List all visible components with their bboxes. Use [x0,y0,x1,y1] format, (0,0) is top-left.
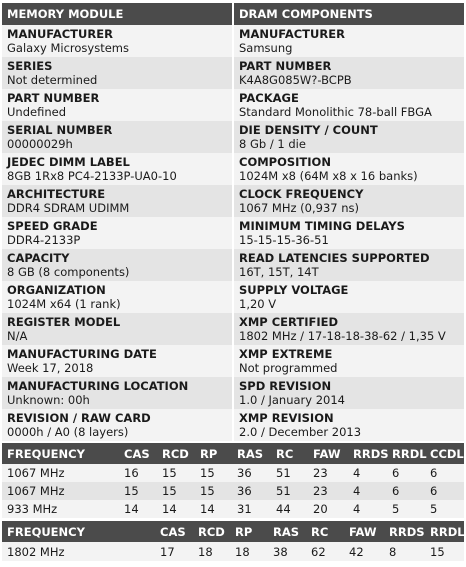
table-cell: 62 [306,542,344,561]
table-cell: 36 [232,464,271,482]
table-cell: 5 [387,500,425,518]
table-cell: 14 [195,500,232,518]
column-header-rrds: RRDS [384,521,425,542]
left-field-capacity [2,249,232,281]
column-header-rrdl: RRDL [387,443,425,464]
field-value: DDR4 SDRAM UDIMM [7,201,130,215]
table-cell: 4 [348,482,387,500]
right-field-die-density-count [234,121,464,153]
field-label: PACKAGE [239,91,299,105]
left-field-jedec-dimm-label [2,153,232,185]
table-cell: 6 [387,464,425,482]
field-label: ORGANIZATION [7,283,106,297]
field-value: 15-15-15-36-51 [239,233,329,247]
jedec-timings-table [2,443,464,518]
field-label: COMPOSITION [239,155,331,169]
info-grid [2,3,464,441]
table-cell: 18 [230,542,268,561]
column-header-frequency: FREQUENCY [2,521,155,542]
table-row [2,542,464,561]
right-field-composition [234,153,464,185]
field-value: 00000029h [7,137,73,151]
table-cell: 4 [348,464,387,482]
column-header-rp: RP [230,521,268,542]
right-field-xmp-extreme [234,345,464,377]
table-cell: 15 [119,482,157,500]
field-value: Not programmed [239,361,338,375]
column-header-ras: RAS [268,521,306,542]
field-label: DIE DENSITY / COUNT [239,123,378,137]
table-cell: 933 MHz [2,500,119,518]
field-label: XMP REVISION [239,411,334,425]
column-header-ras: RAS [232,443,271,464]
field-value: Unknown: 00h [7,393,90,407]
left-field-register-model [2,313,232,345]
right-field-package [234,89,464,121]
left-field-revision-raw-card [2,409,232,441]
field-label: SUPPLY VOLTAGE [239,283,349,297]
field-value: Week 17, 2018 [7,361,94,375]
table-cell: 16 [119,464,157,482]
table-cell: 51 [271,464,308,482]
field-value: K4A8G085W?-BCPB [239,73,352,87]
left-field-speed-grade [2,217,232,249]
table-cell: 6 [387,482,425,500]
column-header-faw: FAW [308,443,348,464]
table-cell: 15 [157,464,195,482]
table-cell: 38 [268,542,306,561]
field-label: SPEED GRADE [7,219,98,233]
left-field-part-number [2,89,232,121]
table-cell: 14 [157,500,195,518]
table-cell: 51 [271,482,308,500]
field-value: 16T, 15T, 14T [239,265,319,279]
field-label: MANUFACTURING LOCATION [7,379,189,393]
field-label: SERIES [7,59,53,73]
table-cell: 15 [195,482,232,500]
table-cell: 18 [193,542,230,561]
table-cell: 15 [425,542,464,561]
field-value: 1802 MHz / 17-18-18-38-62 / 1,35 V [239,329,446,343]
field-value: 8GB 1Rx8 PC4-2133P-UA0-10 [7,169,177,183]
table-cell: 23 [308,464,348,482]
table-cell: 36 [232,482,271,500]
field-label: CAPACITY [7,251,70,265]
field-label: REVISION / RAW CARD [7,411,151,425]
field-value: 8 Gb / 1 die [239,137,306,151]
field-value: 1,20 V [239,297,277,311]
field-value: 1024M x8 (64M x8 x 16 banks) [239,169,418,183]
table-cell: 6 [425,482,464,500]
table-cell: 31 [232,500,271,518]
field-value: 0000h / A0 (8 layers) [7,425,129,439]
column-header-cas: CAS [119,443,157,464]
field-value: N/A [7,329,28,343]
right-field-minimum-timing-delays [234,217,464,249]
right-field-spd-revision [234,377,464,409]
dram-components-column [234,3,464,441]
column-header-rcd: RCD [193,521,230,542]
table-cell: 15 [157,482,195,500]
column-header-rrdl: RRDL [425,521,464,542]
right-field-part-number [234,57,464,89]
table-cell: 1802 MHz [2,542,155,561]
table-cell: 17 [155,542,193,561]
field-label: JEDEC DIMM LABEL [7,155,130,169]
field-label: READ LATENCIES SUPPORTED [239,251,430,265]
field-value: 8 GB (8 components) [7,265,130,279]
memory-module-header: MEMORY MODULE [2,3,232,25]
column-header-rp: RP [195,443,232,464]
field-label: XMP CERTIFIED [239,315,339,329]
column-header-rcd: RCD [157,443,195,464]
jedec-header-row [2,443,464,464]
jedec-body [2,464,464,518]
table-cell: 44 [271,500,308,518]
table-cell: 1067 MHz [2,464,119,482]
field-label: CLOCK FREQUENCY [239,187,364,201]
field-label: PART NUMBER [239,59,332,73]
field-label: XMP EXTREME [239,347,333,361]
field-value: Standard Monolithic 78-ball FBGA [239,105,432,119]
table-cell: 8 [384,542,425,561]
left-field-series [2,57,232,89]
table-row [2,482,464,500]
field-label: SPD REVISION [239,379,332,393]
table-cell: 20 [308,500,348,518]
column-header-rc: RC [271,443,308,464]
field-value: 1067 MHz (0,937 ns) [239,201,360,215]
xmp-body [2,542,464,561]
right-field-xmp-certified [234,313,464,345]
column-header-cas: CAS [155,521,193,542]
left-field-manufacturing-location [2,377,232,409]
table-cell: 42 [344,542,384,561]
field-label: ARCHITECTURE [7,187,106,201]
table-cell: 14 [119,500,157,518]
field-value: 1024M x64 (1 rank) [7,297,121,311]
table-cell: 15 [195,464,232,482]
field-value: 1.0 / January 2014 [239,393,345,407]
right-field-xmp-revision [234,409,464,441]
table-cell: 5 [425,500,464,518]
field-value: DDR4-2133P [7,233,81,247]
column-header-rc: RC [306,521,344,542]
field-label: MANUFACTURING DATE [7,347,157,361]
table-cell: 23 [308,482,348,500]
memory-module-column [2,3,232,441]
field-label: SERIAL NUMBER [7,123,113,137]
table-cell: 1067 MHz [2,482,119,500]
column-header-frequency: FREQUENCY [2,443,119,464]
field-label: MANUFACTURER [7,27,113,41]
field-value: 2.0 / December 2013 [239,425,362,439]
right-field-supply-voltage [234,281,464,313]
field-label: MINIMUM TIMING DELAYS [239,219,405,233]
right-field-clock-frequency [234,185,464,217]
spd-report [2,3,464,561]
xmp-timings-table [2,521,464,561]
right-field-read-latencies-supported [234,249,464,281]
table-cell: 4 [348,500,387,518]
field-label: PART NUMBER [7,91,100,105]
table-cell: 6 [425,464,464,482]
table-row [2,464,464,482]
left-field-manufacturer [2,25,232,57]
left-field-manufacturing-date [2,345,232,377]
field-value: Samsung [239,41,293,55]
field-value: Not determined [7,73,98,87]
table-row [2,500,464,518]
field-value: Undefined [7,105,66,119]
field-label: REGISTER MODEL [7,315,121,329]
field-value: Galaxy Microsystems [7,41,129,55]
right-field-manufacturer [234,25,464,57]
left-field-organization [2,281,232,313]
left-field-architecture [2,185,232,217]
left-field-serial-number [2,121,232,153]
column-header-faw: FAW [344,521,384,542]
field-label: MANUFACTURER [239,27,345,41]
column-header-rrds: RRDS [348,443,387,464]
xmp-header-row [2,521,464,542]
dram-components-header: DRAM COMPONENTS [234,3,464,25]
column-header-ccdl: CCDL [425,443,464,464]
